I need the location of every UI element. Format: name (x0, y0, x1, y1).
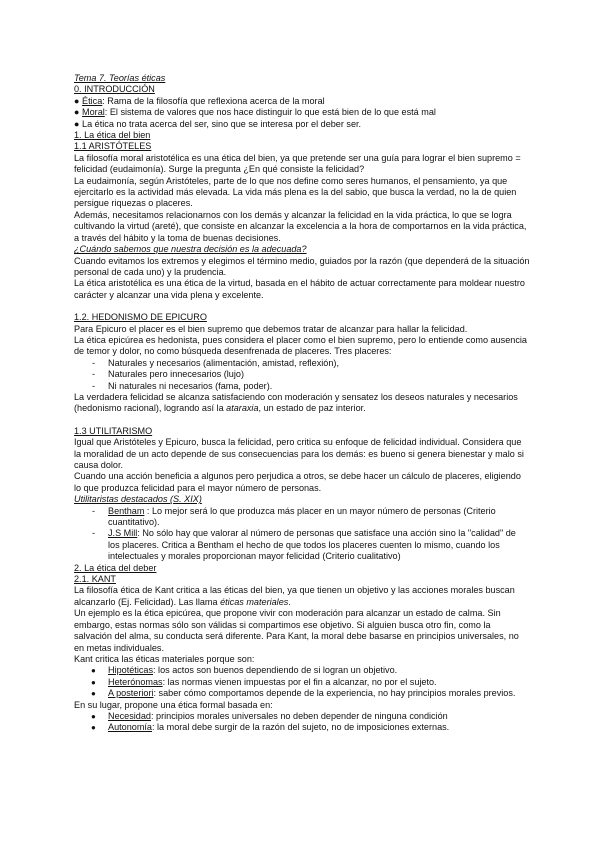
term-heteronomas: Heterónomas (108, 676, 163, 687)
paragraph-line: cultivando la virtud (areté), que consiste en alcanzar la excelencia a la hora de comportarnos en la vida práctica, (74, 221, 527, 232)
mill-text: : No sólo hay que valorar al número de personas que satisface una acción sino la "calidad" de (137, 528, 516, 539)
list-item-placer (74, 381, 534, 392)
intro-item-etica (74, 96, 534, 107)
list-item-heteronomas (74, 677, 534, 688)
paragraph-line: Cuando evitamos los extremos y elegimos el término medio, guiados por la razón (que dependerá de la situación (74, 255, 530, 266)
paragraph-line: La filosofía moral aristotélica es una ética del bien, ya que pretende ser una guía para lograr el bien supremo = (74, 152, 521, 163)
paragraph-line: La ética aristotélica es una ética de la virtud, basada en el hábito de actuar correctamente para moldear nuestro (74, 278, 525, 289)
dash-mark: - (92, 357, 96, 368)
definition-text: : principios morales universales no deben depender de ninguna condición (150, 710, 448, 721)
question-heading: ¿Cuándo sabemos que nuestra decisión es la adecuada? (74, 244, 307, 255)
term-a-posteriori: A posteriori (108, 688, 154, 699)
name-bentham: Bentham (108, 505, 145, 516)
definition-text: : las normas vienen impuestas por el fin a alcanzar, no por el sujeto. (162, 676, 437, 687)
bentham-text: : Lo mejor será lo que produzca más placer en un mayor número de personas (Criterio (144, 505, 496, 516)
text-run: alcanzarlo (Ej. Felicidad). Las llama (74, 596, 221, 607)
paragraph-line: La eudaimonía, según Aristóteles, parte de lo que nos define como seres humanos, el pensamiento, ya que (74, 175, 508, 186)
paragraph-line: felicidad (eudaimonía). Surge la pregunta ¿En qué consiste la felicidad? (74, 164, 365, 175)
paragraph-line: en metas individuales. (74, 642, 164, 653)
paragraph-line: La filosofía ética de Kant critica a las éticas del bien, ya que tienen un objetivo y las acciones morales buscan (74, 585, 515, 596)
heading-etica-del-bien: 1. La ética del bien (74, 130, 151, 141)
paragraph-line: Además, necesitamos relacionarnos con los demás y alcanzar la felicidad en la vida práctica, lo que se logra (74, 209, 512, 220)
heading-utilitarismo: 1.3 UTILITARISMO (74, 425, 153, 436)
text-run: , un estado de paz interior. (258, 403, 366, 414)
bullet-mark: ● (74, 107, 80, 118)
paragraph-line: la moralidad de un acto depende de sus consecuencias para los demás: es bueno si genera bienestar y malo si (74, 448, 524, 459)
placer-text: Naturales pero innecesarios (lujo) (108, 369, 244, 380)
bullet-mark: ● (74, 95, 80, 106)
paragraph-line: Kant critica las éticas materiales porque son: (74, 653, 255, 664)
paragraph-line (74, 403, 534, 414)
dash-mark: - (92, 369, 96, 380)
paragraph-line: personal de cada uno) y la prudencia. (74, 266, 227, 277)
term-autonomia: Autonomía (108, 722, 152, 733)
paragraph-line: a través del hábito y la toma de buenas decisiones. (74, 232, 281, 243)
paragraph-line: carácter y alcanzar una vida plena y excelente. (74, 289, 264, 300)
paragraph-line: Igual que Aristóteles y Epicuro, busca la felicidad, pero critica su enfoque de felicidad individual. Considera que (74, 437, 522, 448)
intro-item-deber-ser (74, 119, 534, 130)
bullet-mark: ● (91, 677, 96, 687)
term-etica: Ética (82, 95, 103, 106)
bullet-mark: ● (91, 723, 96, 733)
mill-continuation: intelectuales y morales proporcionan mayor felicidad (Criterio cualitativo) (108, 551, 401, 562)
paragraph-line: ejercitarlo es la actividad más elevada. La vida más plena es la del sabio, que busca la verdad, no la de quien (74, 187, 517, 198)
paragraph-line: lo que produzca felicidad para el mayor número de personas. (74, 482, 322, 493)
dash-mark: - (92, 528, 96, 539)
bullet-mark: ● (74, 118, 80, 129)
paragraph-line: La ética epicúrea es hedonista, pues considera el placer como el bien supremo, pero lo entiende como ausencia (74, 334, 527, 345)
heading-etica-del-deber: 2. La ética del deber (74, 562, 157, 573)
paragraph-line: Un ejemplo es la ética epicúrea, que propone vivir con moderación para alcanzar un estado de calma. Sin (74, 608, 501, 619)
term-moral: Moral (82, 107, 105, 118)
list-item-mill (74, 528, 534, 539)
name-mill: J.S Mill (108, 528, 138, 539)
list-item-bentham (74, 506, 534, 517)
intro-item-moral (74, 107, 534, 118)
heading-aristoteles: 1.1 ARISTÓTELES (74, 141, 152, 152)
emphasis-eticas-materiales: éticas materiales (220, 596, 289, 607)
paragraph-line: salvación del alma, su conducta será diferente. Para Kant, la moral debe basarse en principios universales, no (74, 631, 519, 642)
bentham-continuation: cuantitativo). (108, 517, 160, 528)
text-run: (hedonismo racional), logrando así la (74, 403, 227, 414)
definition-text: : la moral debe surgir de la razón del sujeto, no de imposiciones externas. (151, 722, 450, 733)
paragraph-line: de temor y dolor, no como búsqueda desenfrenada de placeres. Tres placeres: (74, 346, 392, 357)
paragraph-line: Para Epicuro el placer es el bien supremo que debemos tratar de alcanzar para hallar la felicidad. (74, 323, 468, 334)
heading-kant: 2.1. KANT (74, 574, 116, 585)
paragraph-line: La verdadera felicidad se alcanza satisfaciendo con moderación y sensatez los deseos naturales y necesarios (74, 391, 518, 402)
bullet-mark: ● (91, 689, 96, 699)
dash-mark: - (92, 380, 96, 391)
heading-hedonismo: 1.2. HEDONISMO DE EPICURO (74, 312, 207, 323)
document-title: Tema 7. Teorías éticas (74, 73, 166, 83)
document-body (74, 73, 534, 734)
paragraph-line (74, 597, 534, 608)
definition-moral: : El sistema de valores que nos hace distinguir lo que está bien de lo que está mal (104, 107, 436, 118)
text-run: . (288, 596, 291, 607)
bullet-mark: ● (91, 666, 96, 676)
heading-introduccion: 0. INTRODUCCIÓN (74, 84, 155, 95)
paragraph-line: En su lugar, propone una ética formal basada en: (74, 699, 273, 710)
placer-text: Ni naturales ni necesarios (fama, poder). (108, 380, 273, 391)
list-item-necesidad (74, 711, 534, 722)
list-item-placer (74, 369, 534, 380)
term-hipoteticas: Hipotéticas (108, 665, 153, 676)
placer-text: Naturales y necesarios (alimentación, amistad, reflexión), (108, 357, 339, 368)
paragraph-line: embargo, estas normas sólo son válidas si compartimos ese objetivo. Si alguien busca otro fin, como la (74, 619, 491, 630)
list-item-a-posteriori (74, 688, 534, 699)
definition-text: : los actos son buenos dependiendo de si logran un objetivo. (153, 665, 398, 676)
spacer (74, 301, 534, 312)
dash-mark: - (92, 505, 96, 516)
mill-continuation: los placeres. Critica a Bentham el hecho de que todos los placeres cuenten lo mismo, cuando los (108, 539, 500, 550)
spacer (74, 415, 534, 426)
bullet-mark: ● (91, 711, 96, 721)
paragraph-line: Cuando una acción beneficia a algunos pero perjudica a otros, se debe hacer un cálculo de placeres, eligiendo (74, 471, 521, 482)
paragraph-line: causa dolor. (74, 460, 124, 470)
paragraph-line: persigue riquezas o placeres. (74, 198, 193, 209)
list-item-hipoteticas (74, 665, 534, 676)
utilitaristas-heading: Utilitaristas destacados (S. XIX) (74, 494, 202, 505)
definition-text: : saber cómo comportamos depende de la experiencia, no hay principios morales previos. (153, 688, 516, 699)
definition-etica: : Rama de la filosofía que reflexiona acerca de la moral (102, 95, 325, 106)
intro-text: La ética no trata acerca del ser, sino que se interesa por el deber ser. (82, 118, 362, 129)
emphasis-ataraxia: ataraxia (226, 403, 259, 414)
list-item-placer (74, 358, 534, 369)
term-necesidad: Necesidad (108, 710, 151, 721)
list-item-autonomia (74, 722, 534, 733)
